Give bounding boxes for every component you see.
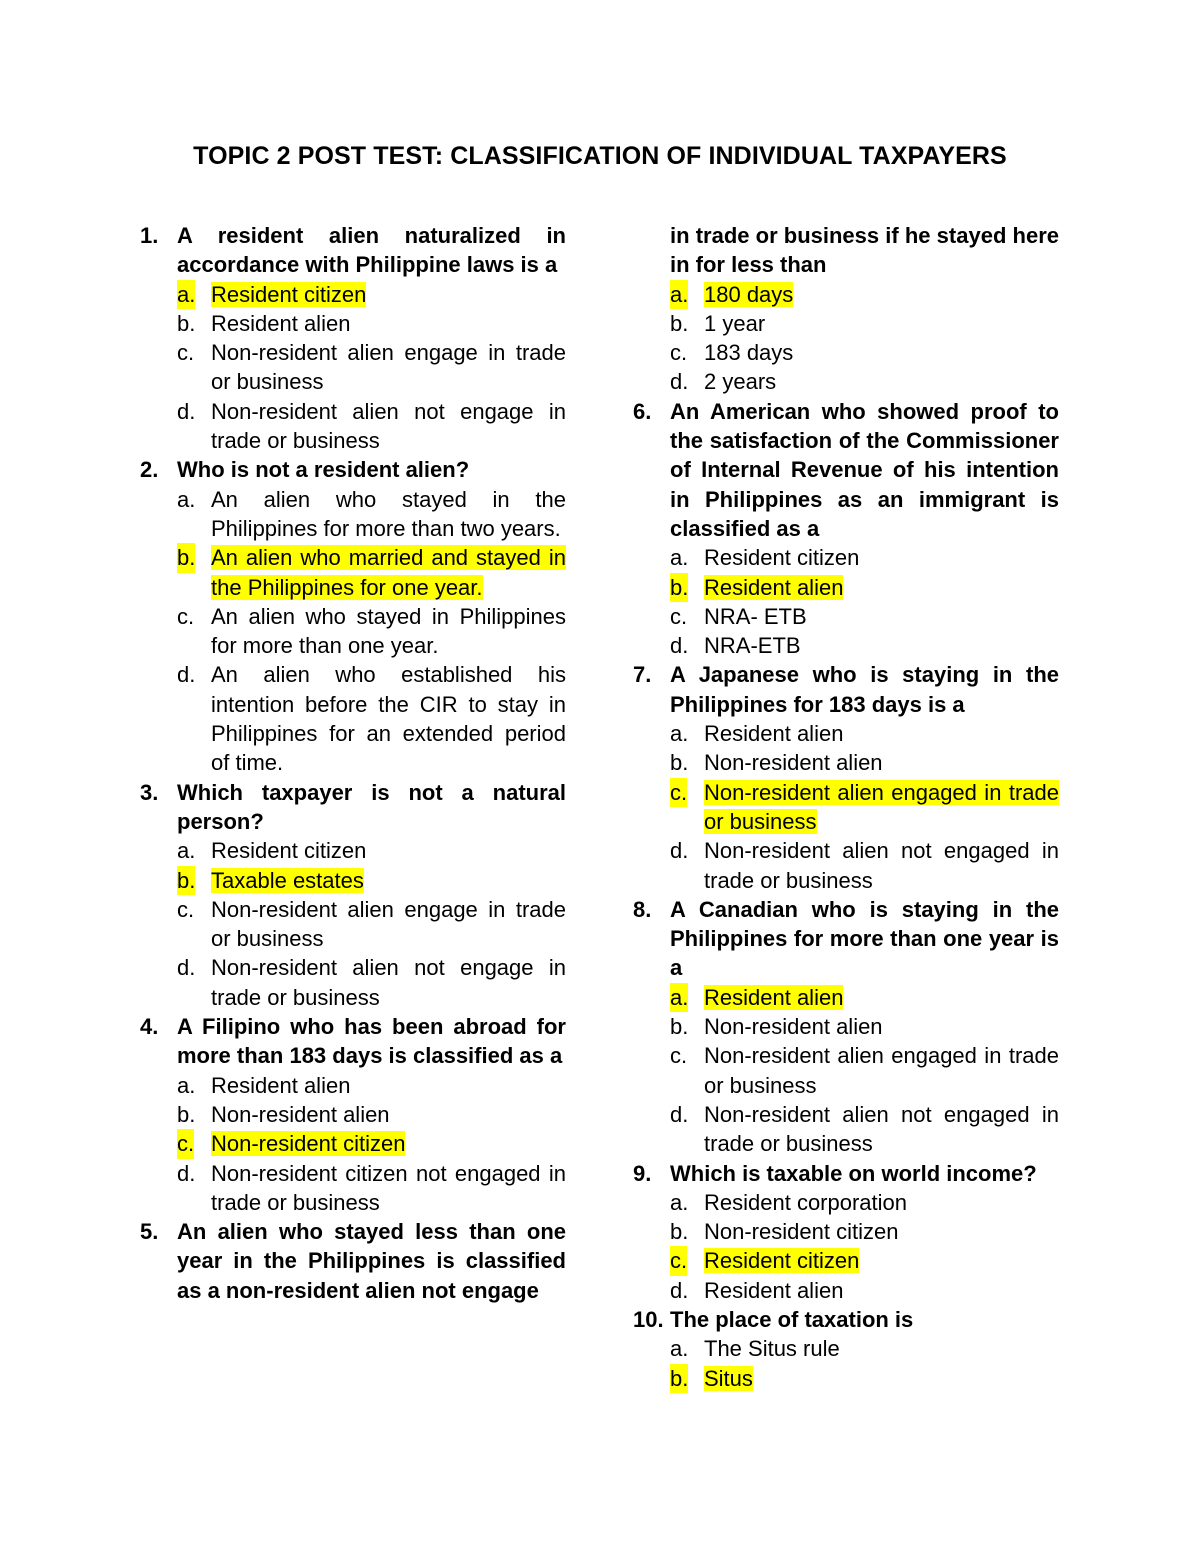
question-text: A Canadian who is staying in the Philippines for more than one year is a <box>670 896 1059 981</box>
question-5-continued: in trade or business if he stayed here in for less than <box>670 223 1059 278</box>
option-2b-answer: b. An alien who married and stayed in the Philippines for one year. <box>177 545 566 600</box>
option-9c-answer: c. Resident citizen <box>670 1246 1059 1275</box>
question-number: 1. <box>140 223 159 248</box>
option-7b: b. Non-resident alien <box>670 750 883 776</box>
question-5-options <box>633 280 1059 397</box>
option-6c: c. NRA- ETB <box>670 603 807 629</box>
option-1d: d. Non-resident alien not engage in trade or business <box>177 398 566 454</box>
question-text: An alien who stayed less than one year in the Philippines is classified as a non-resident alien not engage <box>177 1219 566 1303</box>
question-text: A Filipino who has been abroad for more than 183 days is classified as a <box>177 1014 566 1069</box>
option-1c: c. Non-resident alien engage in trade or business <box>177 340 566 395</box>
option-8a-answer: a. Resident alien <box>670 983 1059 1012</box>
option-10b-answer: b. Situs <box>670 1364 1059 1393</box>
left-column <box>140 221 566 1305</box>
question-number: 4. <box>140 1014 159 1040</box>
option-9d: d. Resident alien <box>670 1277 844 1303</box>
option-3c: c. Non-resident alien engage in trade or business <box>177 896 566 952</box>
question-1-options <box>140 280 566 456</box>
option-9b: b. Non-resident citizen <box>670 1219 899 1245</box>
question-2-options <box>140 485 566 778</box>
option-4a: a. Resident alien <box>177 1072 351 1098</box>
option-5c: c. 183 days <box>670 340 794 366</box>
question-3 <box>140 778 566 837</box>
question-number: 2. <box>140 457 159 483</box>
option-4d: d. Non-resident citizen not engaged in trade or business <box>177 1160 566 1215</box>
question-5 <box>140 1217 566 1305</box>
option-7a: a. Resident alien <box>670 721 844 747</box>
option-3d: d. Non-resident alien not engage in trade or business <box>177 955 566 1010</box>
option-4c-answer: c. Non-resident citizen <box>177 1129 566 1158</box>
question-text: The place of taxation is <box>670 1306 914 1332</box>
option-10a: a. The Situs rule <box>670 1336 840 1362</box>
option-5d: d. 2 years <box>670 369 777 395</box>
option-8c: c. Non-resident alien engaged in trade or business <box>670 1043 1059 1098</box>
question-text: Which is taxable on world income? <box>670 1160 1037 1186</box>
option-5a-answer: a. 180 days <box>670 280 1059 309</box>
question-6-options <box>633 543 1059 660</box>
question-6 <box>633 397 1059 543</box>
question-number: 9. <box>633 1160 652 1186</box>
question-text: Who is not a resident alien? <box>177 457 470 483</box>
option-7d: d. Non-resident alien not engaged in trade or business <box>670 838 1059 893</box>
option-1b: b. Resident alien <box>177 310 351 336</box>
option-3b-answer: b. Taxable estates <box>177 866 566 895</box>
question-7 <box>633 660 1059 719</box>
question-7-options <box>633 719 1059 895</box>
question-text: Which taxpayer is not a natural person? <box>177 779 566 834</box>
question-3-options <box>140 836 566 1012</box>
option-5b: b. 1 year <box>670 310 766 336</box>
question-4-options <box>140 1071 566 1217</box>
question-9-options <box>633 1188 1059 1305</box>
question-number: 10. <box>633 1306 664 1332</box>
option-4b: b. Non-resident alien <box>177 1101 390 1127</box>
question-8-options <box>633 983 1059 1159</box>
question-text: A resident alien naturalized in accordance with Philippine laws is a <box>177 223 566 278</box>
option-2c: c. An alien who stayed in Philippines for more than one year. <box>177 603 566 659</box>
question-number: 6. <box>633 398 652 424</box>
question-10-options <box>633 1334 1059 1393</box>
option-2a: a. An alien who stayed in the Philippines for more than two years. <box>177 486 566 541</box>
option-6a: a. Resident citizen <box>670 545 860 571</box>
option-2d: d. An alien who established his intention before the CIR to stay in Philippines for an extended period of time. <box>177 662 566 776</box>
option-8d: d. Non-resident alien not engaged in trade or business <box>670 1101 1059 1157</box>
question-number: 7. <box>633 662 652 688</box>
option-1a-answer: a. Resident citizen <box>177 280 566 309</box>
option-9a: a. Resident corporation <box>670 1189 908 1215</box>
question-8 <box>633 895 1059 983</box>
question-number: 3. <box>140 779 159 805</box>
option-7c-answer: c. Non-resident alien engaged in trade or business <box>670 779 1059 834</box>
question-9 <box>633 1159 1059 1188</box>
question-number: 5. <box>140 1219 159 1245</box>
question-text: A Japanese who is staying in the Philippines for 183 days is a <box>670 662 1059 717</box>
right-column <box>633 221 1059 1393</box>
option-6b-answer: b. Resident alien <box>670 573 1059 602</box>
question-1 <box>140 221 566 280</box>
page-title: TOPIC 2 POST TEST: CLASSIFICATION OF INDIVIDUAL TAXPAYERS <box>193 142 1007 170</box>
question-4 <box>140 1012 566 1071</box>
question-text: An American who showed proof to the satisfaction of the Commissioner of Internal Revenue of his intention in Philippines as an immigrant is classified as a <box>670 398 1059 541</box>
option-6d: d. NRA-ETB <box>670 633 801 659</box>
question-10 <box>633 1305 1059 1334</box>
question-2 <box>140 455 566 484</box>
option-3a: a. Resident citizen <box>177 838 367 864</box>
option-8b: b. Non-resident alien <box>670 1014 883 1040</box>
question-number: 8. <box>633 896 652 922</box>
